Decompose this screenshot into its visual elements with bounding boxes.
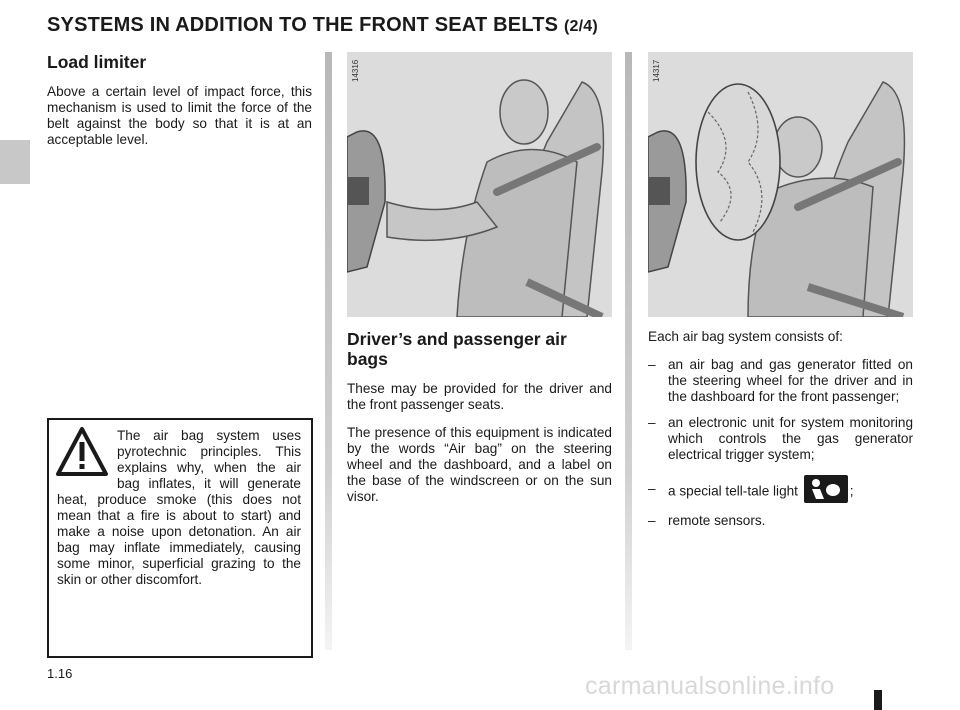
column-divider xyxy=(625,52,632,650)
page-counter: (2/4) xyxy=(563,18,598,35)
system-intro: Each air bag system consists of: xyxy=(648,329,843,344)
warning-box xyxy=(47,418,313,658)
section-tab xyxy=(0,140,30,184)
illustration-ref: 14317 xyxy=(652,59,661,82)
page-title: SYSTEMS IN ADDITION TO THE FRONT SEAT BELTS (2/4) xyxy=(47,14,598,36)
load-limiter-text: Above a certain level of impact force, this mechanism is used to limit the force of the belt against the body so that it is at an acceptable level. xyxy=(47,84,312,147)
warning-text: The air bag system uses pyrotechnic principles. This explains why, when the air bag inflates, it will generate heat, produce smoke (this does not mean that a fire is about to start) and make a noise upon detonation. An air bag may inflate immediately, causing some minor, superficial grazing to the skin or other discomfort. xyxy=(57,428,301,587)
driver-seated-illustration xyxy=(347,52,612,317)
illustration-ref: 14316 xyxy=(351,59,360,82)
column-middle xyxy=(347,52,612,517)
list-item: – an air bag and gas generator fitted on the steering wheel for the driver and in the dashboard for the front passenger; xyxy=(648,357,913,404)
load-limiter-heading: Load limiter xyxy=(47,52,147,72)
airbag-tell-tale-icon xyxy=(804,475,848,503)
column-divider xyxy=(325,52,332,650)
page-number: 1.16 xyxy=(47,666,73,681)
list-item: – an electronic unit for system monitoring which controls the gas generator electrical trigger system; xyxy=(648,415,913,462)
watermark: carmanualsonline.info xyxy=(585,672,835,700)
column-left xyxy=(47,52,312,160)
system-components-list xyxy=(648,357,913,529)
list-item: – a special tell-tale light ; xyxy=(648,481,913,503)
airbags-heading: Driver’s and passenger air bags xyxy=(347,329,567,369)
airbag-deployed-illustration xyxy=(648,52,913,317)
column-right xyxy=(648,52,913,539)
page-edge-mark xyxy=(874,690,882,710)
warning-triangle-icon xyxy=(55,426,109,478)
airbags-text-2: The presence of this equipment is indicated by the words “Air bag” on the steering wheel and the dashboard, and a label on the base of the windscreen or on the sun visor. xyxy=(347,425,612,504)
airbags-text-1: These may be provided for the driver and the front passenger seats. xyxy=(347,381,612,412)
list-item: – remote sensors. xyxy=(648,513,766,528)
